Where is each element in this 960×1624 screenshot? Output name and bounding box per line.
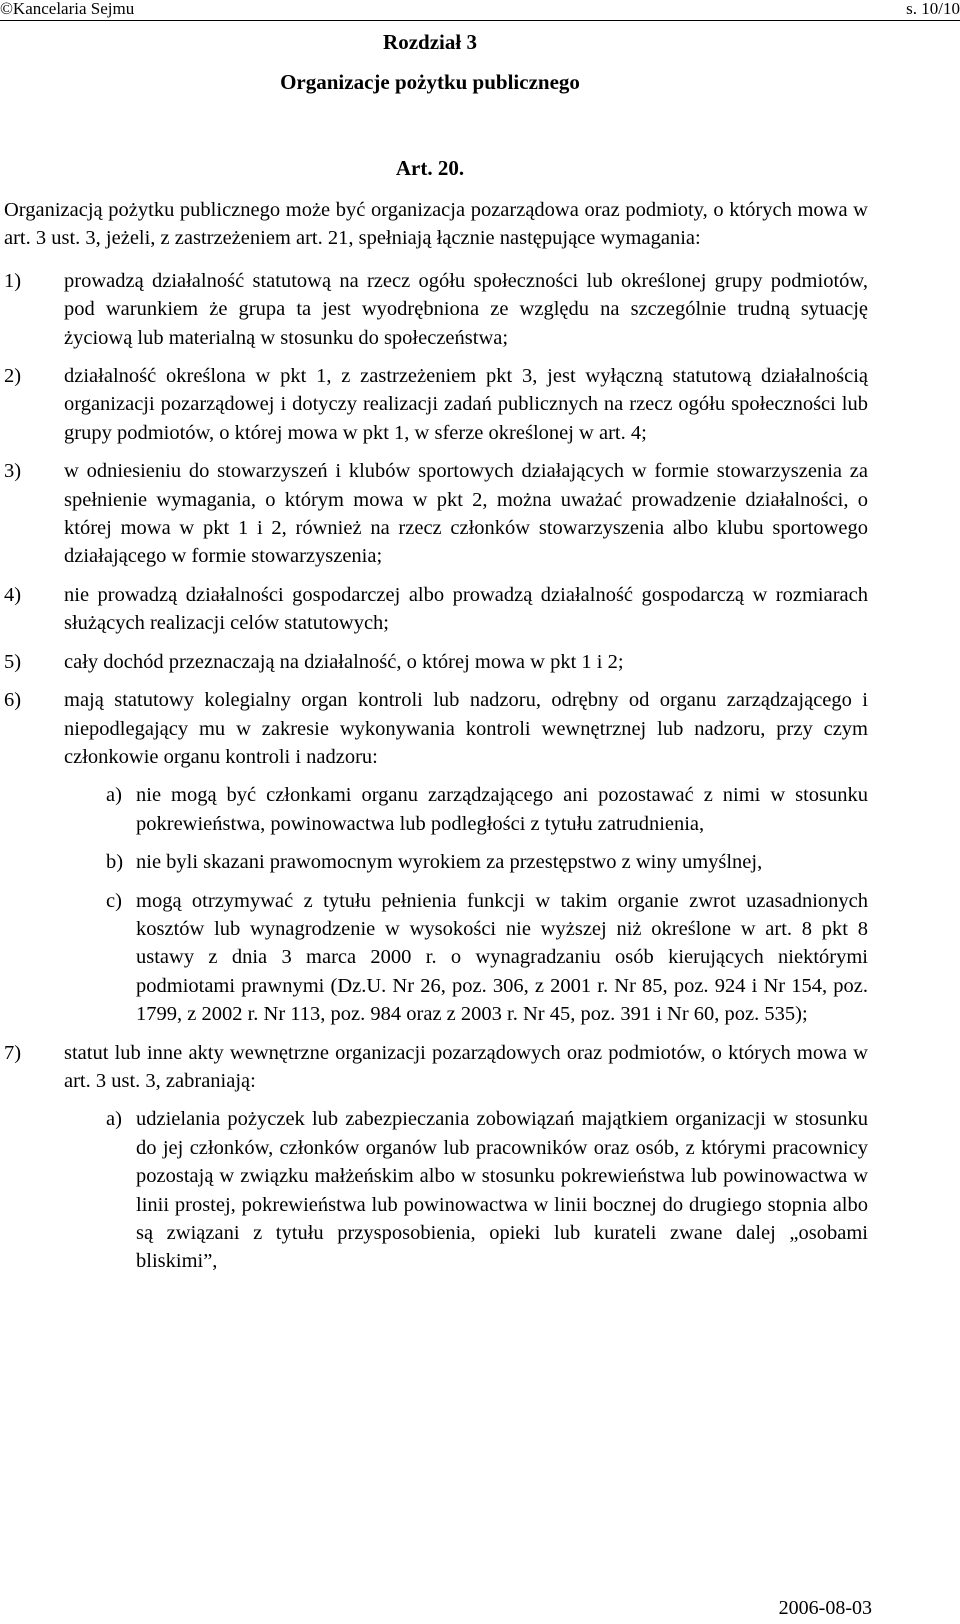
sub-item-text: nie mogą być członkami organu zarządzającego ani pozostawać z nimi w stosunku pokrewieństwa, powinowactwa lub podległości z tytułu zatrudnienia, <box>136 784 868 835</box>
sub-list-item <box>106 1105 868 1275</box>
article-intro: Organizacją pożytku publicznego może być organizacja pozarządowa oraz podmioty, o których mowa w art. 3 ust. 3, jeżeli, z zastrzeżeniem art. 21, spełniają łącznie następujące wymagania: <box>4 199 868 250</box>
item-text: w odniesieniu do stowarzyszeń i klubów sportowych działających w formie stowarzyszenia za spełnienie wymagania, o którym mowa w pkt 2, można uważać prowadzenie działalności, o której mowa w pkt 1 i 2, również na rzecz członków stowarzyszenia albo klubu sportowego działającego w formie stowarzyszenia; <box>64 460 868 568</box>
item-number: 2) <box>4 365 22 388</box>
sub-item-letter: a) <box>106 784 122 807</box>
list-item <box>4 581 868 638</box>
list-item <box>4 648 868 676</box>
sublist-item-6 <box>4 781 868 1028</box>
sublist-item-7 <box>4 1105 868 1275</box>
item-number: 7) <box>4 1041 22 1064</box>
list-item <box>4 267 868 352</box>
sub-item-letter: b) <box>106 851 124 874</box>
item-number: 1) <box>4 269 22 292</box>
page-number: s. 10/10 <box>906 0 960 18</box>
item-text: cały dochód przeznaczają na działalność, o której mowa w pkt 1 i 2; <box>64 650 624 673</box>
item-number: 4) <box>4 583 22 606</box>
item-number: 5) <box>4 650 22 673</box>
sub-item-text: udzielania pożyczek lub zabezpieczania zobowiązań majątkiem organizacji w stosunku do jej członków, członków organów lub pracowników oraz osób, z którymi pracownicy pozostają w związku małżeńskim albo w stosunku pokrewieństwa lub powinowactwa w linii prostej, pokrewieństwa lub powinowactwa w linii bocznej do drugiego stopnia albo są związani z tytułu przysposobienia, opieki lub kurateli zwane dalej „osobami bliskimi”, <box>136 1108 868 1273</box>
requirements-list-continued <box>4 1039 868 1096</box>
item-number: 6) <box>4 689 22 712</box>
article-body <box>4 196 868 1276</box>
document-date: 2006-08-03 <box>778 1597 872 1619</box>
chapter-label: Rozdział 3 <box>383 30 477 54</box>
sub-list-item <box>106 887 868 1029</box>
item-text: statut lub inne akty wewnętrzne organizacji pozarządowych oraz podmiotów, o których mowa w art. 3 ust. 3, zabraniają: <box>64 1041 868 1092</box>
sub-list-item <box>106 848 868 876</box>
item-text: mają statutowy kolegialny organ kontroli lub nadzoru, odrębny od organu zarządzającego i niepodlegający mu w zakresie wykonywania kontroli wewnętrznej lub nadzoru, przy czym członkowie organu kontroli i nadzoru: <box>64 689 868 768</box>
list-item <box>4 362 868 447</box>
item-text: prowadzą działalność statutową na rzecz ogółu społeczności lub określonej grupy podmiotów, pod warunkiem że grupa ta jest wyodrębniona ze względu na szczególnie trudną sytuację życiową lub materialną w stosunku do społeczeństwa; <box>64 269 868 349</box>
article-label: Art. 20. <box>395 156 465 180</box>
copyright-notice: ©Kancelaria Sejmu <box>0 0 135 18</box>
item-text: działalność określona w pkt 1, z zastrzeżeniem pkt 3, jest wyłączną statutową działalnością organizacji pozarządowej i dotyczy realizacji zadań publicznych na rzecz ogółu społeczności lub grupy podmiotów, o której mowa w pkt 1, w sferze określonej w art. 4; <box>64 365 868 444</box>
sub-item-text: nie byli skazani prawomocnym wyrokiem za przestępstwo z winy umyślnej, <box>136 851 763 874</box>
sub-item-text: mogą otrzymywać z tytułu pełnienia funkcji w takim organie zwrot uzasadnionych kosztów lub wynagrodzenie w wysokości nie wyższej niż określone w art. 8 pkt 8 ustawy z dnia 3 marca 2000 r. o wynagradzaniu osób kierujących niektórymi podmiotami prawnymi (Dz.U. Nr 26, poz. 306, z 2001 r. Nr 85, poz. 924 i Nr 154, poz. 1799, z 2002 r. Nr 113, poz. 984 oraz z 2003 r. Nr 45, poz. 391 i Nr 60, poz. 535); <box>136 889 868 1026</box>
list-item <box>4 457 868 571</box>
chapter-title: Organizacje pożytku publicznego <box>280 70 580 94</box>
requirements-list <box>4 267 868 772</box>
list-item <box>4 686 868 771</box>
sub-list-item <box>106 781 868 838</box>
header-divider <box>0 20 960 21</box>
item-number: 3) <box>4 460 22 483</box>
sub-item-letter: a) <box>106 1108 122 1131</box>
sub-item-letter: c) <box>106 889 122 912</box>
page-header <box>0 0 960 24</box>
item-text: nie prowadzą działalności gospodarczej albo prowadzą działalność gospodarczą w rozmiarach służących realizacji celów statutowych; <box>64 583 868 635</box>
list-item <box>4 1039 868 1096</box>
